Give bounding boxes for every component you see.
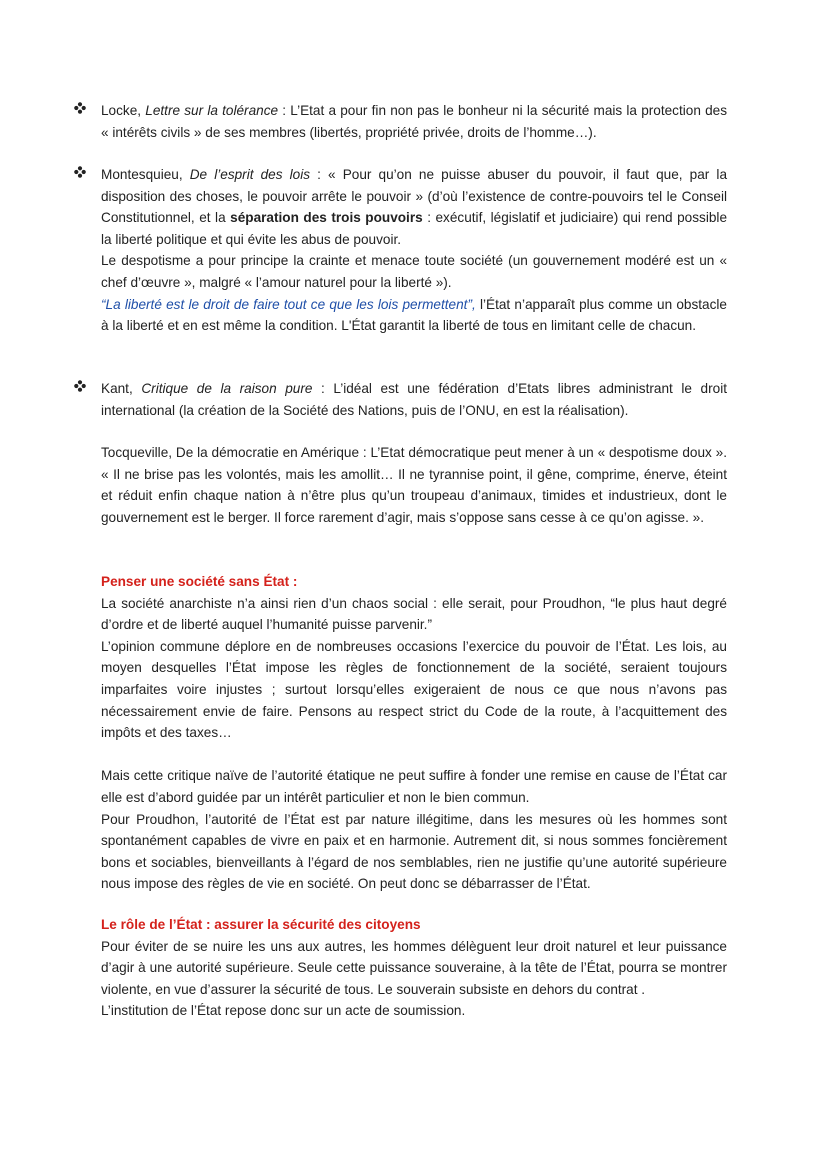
despotism-text: Le despotisme a pour principe la crainte et menace toute société (un gouvernement modéré est un « chef d’œuvre », malgré « l’amour naturel pour la liberté »). xyxy=(101,253,727,290)
diamond-bullet-icon xyxy=(74,380,86,392)
separation-pouvoirs: séparation des trois pouvoirs xyxy=(230,210,423,226)
montesquieu-work: De l’esprit des lois xyxy=(189,167,311,182)
diamond-bullet-icon xyxy=(74,166,86,178)
kant-work: Critique de la raison pure xyxy=(141,381,313,396)
locke-text xyxy=(101,100,727,143)
montesquieu-text xyxy=(101,164,727,250)
tocqueville-item xyxy=(101,442,727,528)
paragraph: La société anarchiste n’a ainsi rien d’un chaos social : elle serait, pour Proudhon, “le plus haut degré d’ordre et de liberté auquel l’humanité puisse parvenir.” xyxy=(101,595,727,633)
locke-author: Locke, xyxy=(101,103,142,118)
tocqueville-text: Tocqueville, De la démocratie en Amérique : L’Etat démocratique peut mener à un « despotisme doux ». « Il ne brise pas les volontés, mais les amollit… Il ne tyrannise point, il gêne, comprime, énerve, éteint et réduit enfin chaque nation à n’être plus qu’un troupeau d’animaux, timides et industrieux, dont le gouvernement est le berger. Il force rarement d’agir, mais s’oppose sans cesse à ce qu’on agisse. ». xyxy=(101,445,727,525)
liberty-text xyxy=(101,294,727,337)
kant-text xyxy=(101,378,727,421)
kant-item xyxy=(101,378,727,421)
paragraph: Mais cette critique naïve de l’autorité étatique ne peut suffire à fonder une remise en cause de l’État car elle est d’abord guidée par un intérêt particulier et non le bien commun. xyxy=(101,768,727,805)
section-heading: Penser une société sans État : xyxy=(101,574,298,589)
locke-body: : L’Etat a pour fin non pas le bonheur ni la sécurité mais la protection des « intérêts civils » de ses membres (libertés, propriété privée, droits de l’homme…). xyxy=(101,103,728,140)
liberty-quote: “La liberté est le droit de faire tout ce que les lois permettent”, xyxy=(101,296,476,312)
section-societe-sans-etat xyxy=(101,571,727,895)
paragraph: Pour éviter de se nuire les uns aux autres, les hommes délèguent leur droit naturel et leur puissance d’agir à une autorité supérieure. Seule cette puissance souveraine, à la tête de l’État, pourra se montrer violente, en vue d’assurer la sécurité de tous. Le souverain subsiste en dehors du contrat . xyxy=(101,938,727,997)
diamond-bullet-icon xyxy=(74,102,86,114)
montesquieu-body-1: : « Pour qu’on ne puisse abuser du pouvoir, il faut que, par la disposition des choses, le pouvoir arrête le pouvoir » (d’où l’existence de contre-pouvoirs tel le Conseil Constitutionnel, et la xyxy=(101,167,727,226)
montesquieu-item xyxy=(101,164,727,337)
locke-item xyxy=(101,100,727,143)
paragraph: Pour Proudhon, l’autorité de l’État est par nature illégitime, dans les mesures où les hommes sont spontanément capables de vivre en paix et en harmonie. Autrement dit, si nous sommes foncièrement bons et sociables, bienveillants à l’égard de nos semblables, rien ne justifie qu’une autorité supérieure nous impose des règles de vie en société. On peut donc se débarrasser de l’État. xyxy=(101,811,727,892)
kant-author: Kant, xyxy=(101,381,133,396)
locke-work: Lettre sur la tolérance xyxy=(145,103,279,118)
montesquieu-author: Montesquieu, xyxy=(101,167,183,182)
section-role-etat xyxy=(101,914,727,1022)
section-heading: Le rôle de l’État : assurer la sécurité des citoyens xyxy=(101,917,421,932)
kant-body: : L’idéal est une fédération d’Etats libres administrant le droit international (la création de la Société des Nations, puis de l’ONU, en est la réalisation). xyxy=(101,381,727,418)
paragraph: L’institution de l’État repose donc sur un acte de soumission. xyxy=(101,1003,466,1019)
montesquieu-body-2: : exécutif, législatif et judiciaire) qui rend possible la liberté politique et qui évite les abus de pouvoir. xyxy=(101,210,728,247)
paragraph: L’opinion commune déplore en de nombreuses occasions l’exercice du pouvoir de l’État. Les lois, au moyen desquelles l’État impose les règles de fonctionnement de la société, seraient toujours imparfaites voire injustes ; surtout lorsqu’elles exigeraient de nous ce que nous n’avons pas nécessairement envie de faire. Pensons au respect strict du Code de la route, à l’acquittement des impôts et des taxes… xyxy=(101,638,727,741)
liberty-body: l’État n’apparaît plus comme un obstacle à la liberté et en est même la condition. L'État garantit la liberté de tous en limitant celle de chacun. xyxy=(101,296,727,334)
